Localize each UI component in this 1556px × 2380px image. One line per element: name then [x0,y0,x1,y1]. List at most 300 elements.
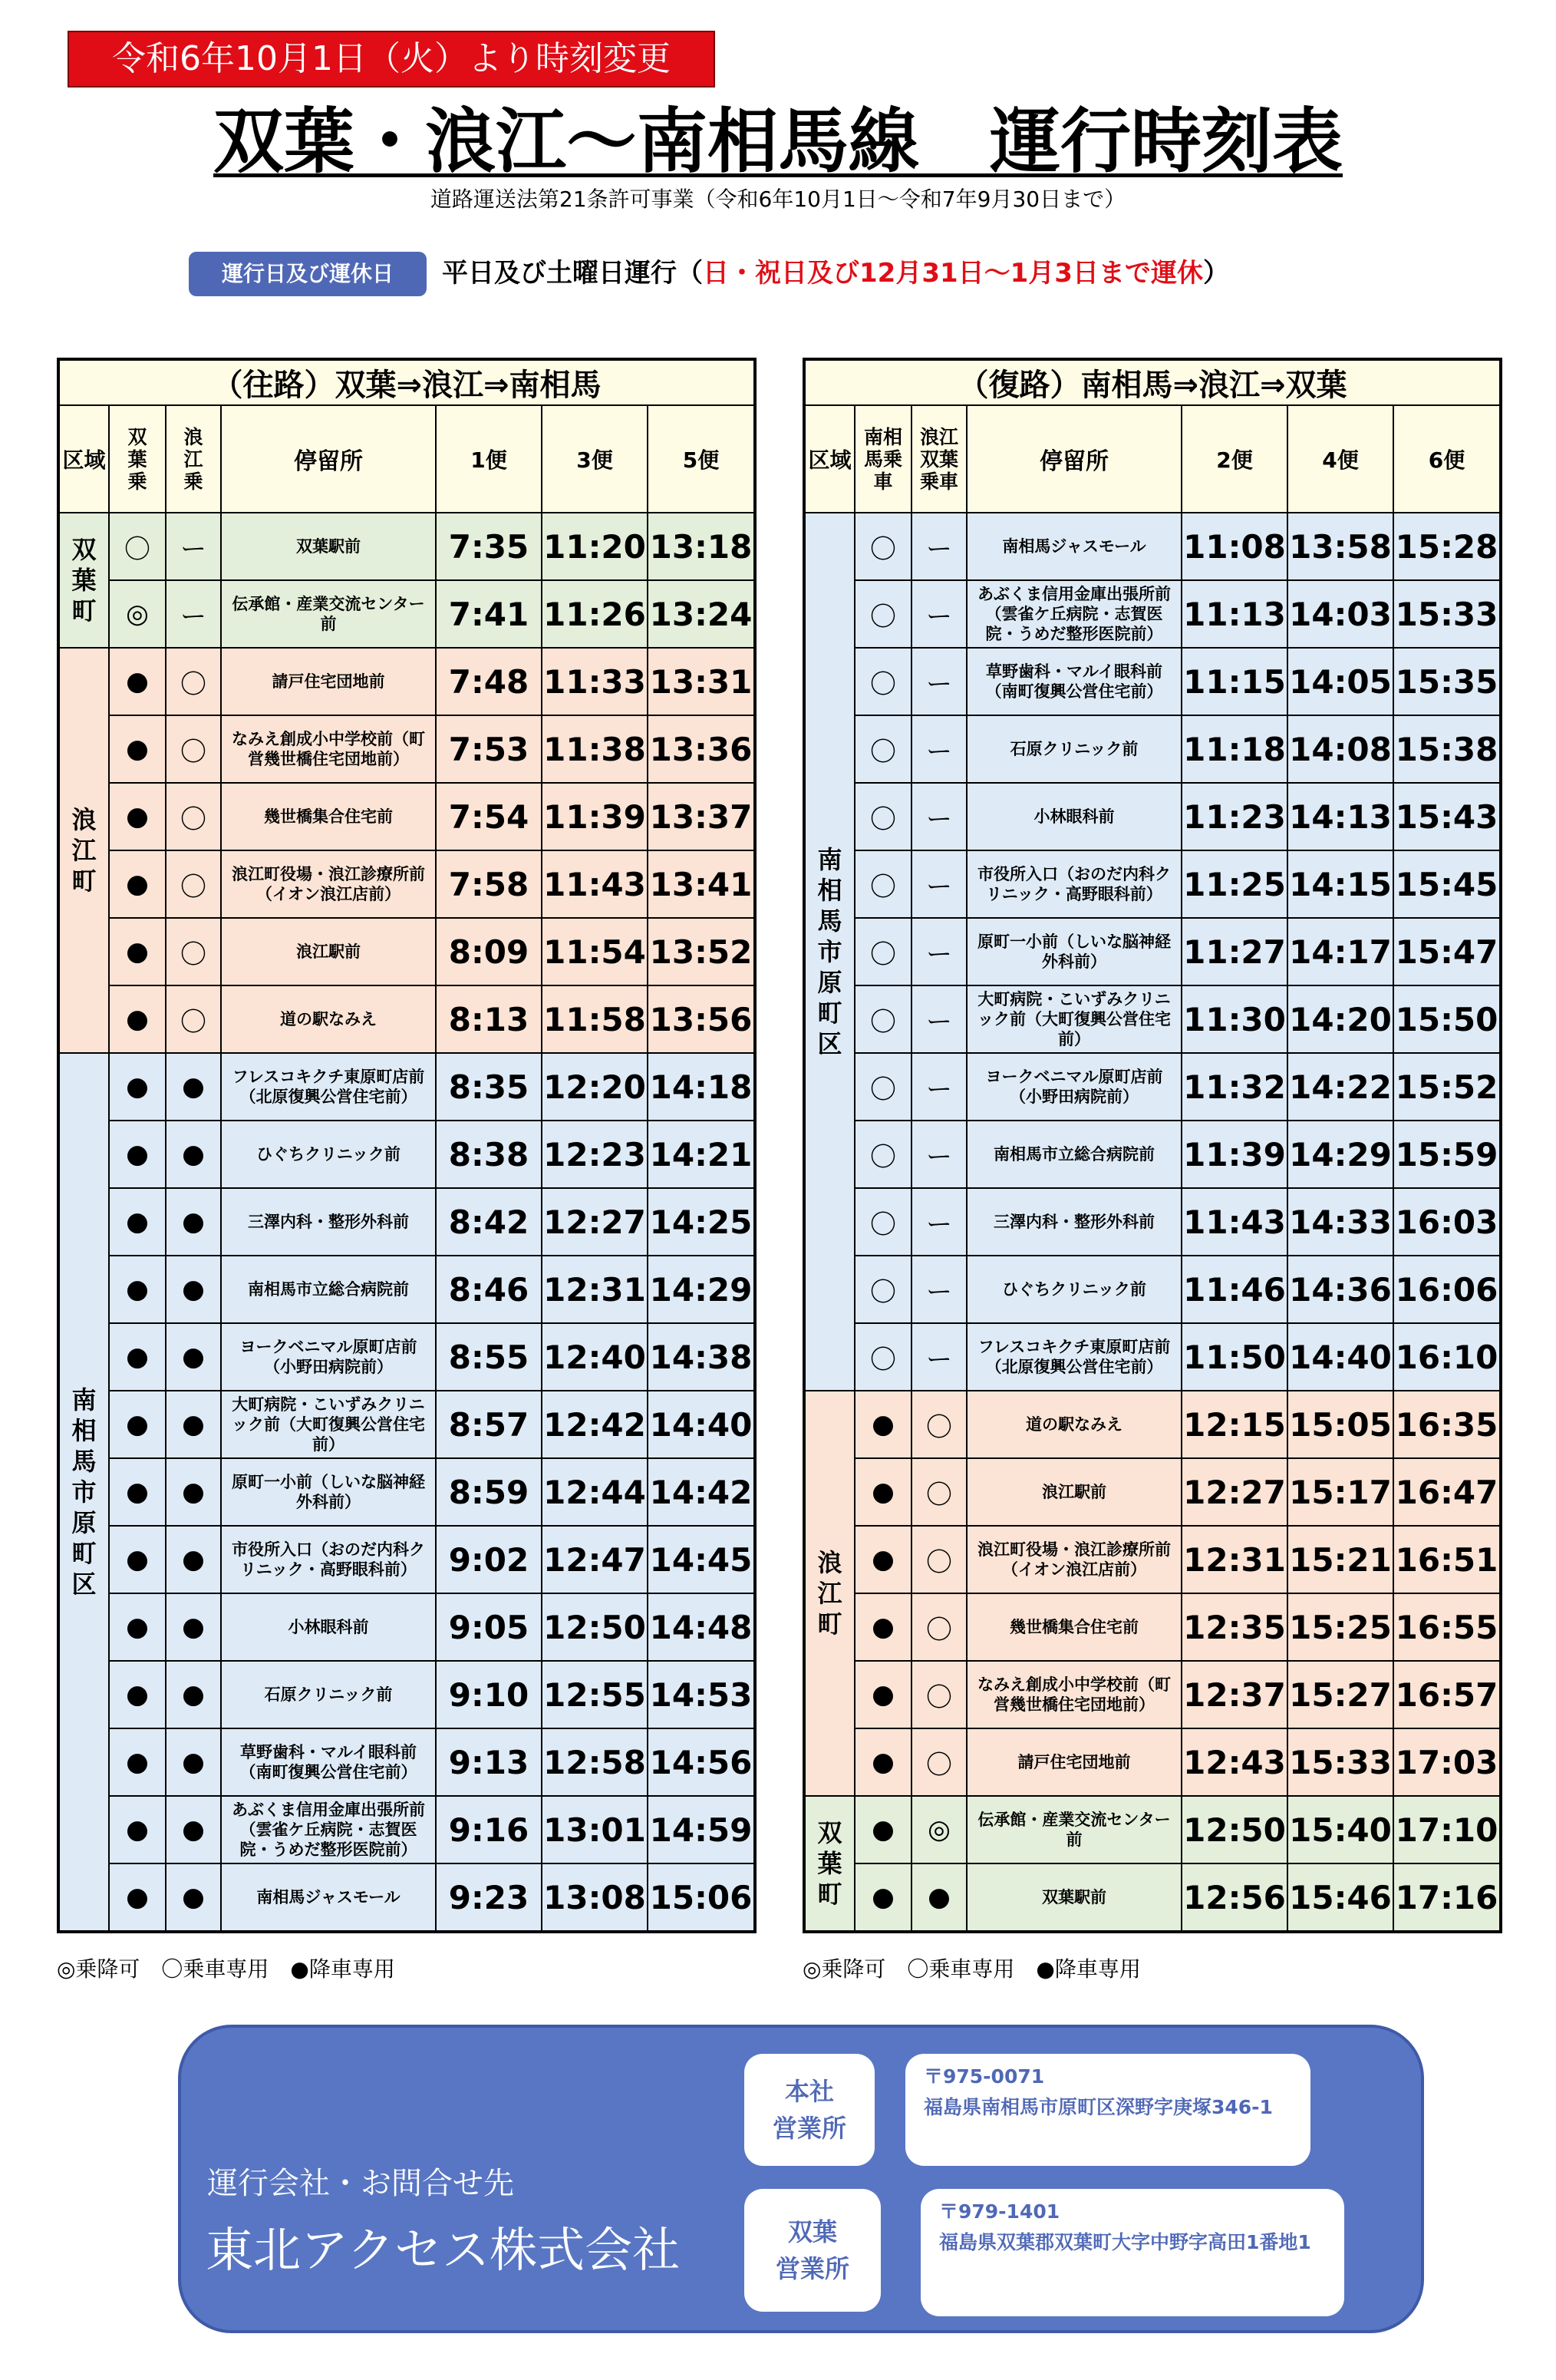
departure-time: 15:28 [1393,513,1501,580]
namie-boarding-col-label: 浪江乗 [183,425,203,493]
stop-name: 石原クリニック前 [221,1661,436,1728]
outbound-timetable [57,358,757,1933]
page-subtitle: 道路運送法第21条許可事業（令和6年10月1日～令和7年9月30日まで） [430,187,1126,212]
futaba-office-name: 双葉 [787,2217,837,2246]
departure-time: 11:18 [1182,715,1287,783]
boarding-mark-1: ◎ [109,580,166,648]
stop-name: 伝承館・産業交流センター前 [221,580,436,648]
departure-time: 16:55 [1393,1593,1501,1661]
departure-time: 11:43 [542,850,648,918]
departure-time: 15:17 [1287,1458,1393,1526]
boarding-mark-1: 〇 [855,1188,912,1256]
departure-time: 8:57 [436,1391,542,1458]
departure-time: 7:41 [436,580,542,648]
boarding-mark-2: ● [166,1121,221,1188]
stop-col-header: 停留所 [967,405,1182,513]
departure-time: 12:23 [542,1121,648,1188]
zone-cell [804,1391,855,1796]
boarding-mark-2: ー [912,715,967,783]
departure-time: 16:35 [1393,1391,1501,1458]
departure-time: 14:29 [648,1256,755,1323]
table-row [804,580,1501,648]
departure-time: 8:42 [436,1188,542,1256]
departure-time: 15:47 [1393,918,1501,985]
departure-time: 12:47 [542,1526,648,1593]
boarding-mark-1: 〇 [855,1053,912,1121]
boarding-mark-2: ● [166,1458,221,1526]
table-row [804,1053,1501,1121]
departure-time: 13:36 [648,715,755,783]
table-row [58,580,755,648]
departure-time: 12:35 [1182,1593,1287,1661]
departure-time: 12:27 [1182,1458,1287,1526]
boarding-mark-1: ● [109,1796,166,1863]
stop-name: 浪江町役場・浪江診療所前（イオン浪江店前） [967,1526,1182,1593]
boarding-mark-2: 〇 [912,1526,967,1593]
boarding-mark-2: 〇 [912,1458,967,1526]
departure-time: 16:03 [1393,1188,1501,1256]
departure-time: 13:37 [648,783,755,850]
stop-name: 原町一小前（しいな脳神経外科前） [967,918,1182,985]
boarding-mark-1: ● [855,1526,912,1593]
departure-time: 12:56 [1182,1863,1287,1932]
boarding-mark-2: ー [166,513,221,580]
service-days-text [442,250,1229,296]
boarding-mark-1: 〇 [855,648,912,715]
departure-time: 13:18 [648,513,755,580]
stop-name: ひぐちクリニック前 [967,1256,1182,1323]
table-row [804,715,1501,783]
stop-name: 請戸住宅団地前 [967,1728,1182,1796]
stop-name: 浪江駅前 [967,1458,1182,1526]
departure-time: 15:35 [1393,648,1501,715]
timetable-change-banner: 令和6年10月1日（火）より時刻変更 [68,31,715,87]
table-row [58,985,755,1053]
departure-time: 14:53 [648,1661,755,1728]
page-title-text: 双葉・浪江～南相馬線 運行時刻表 [213,101,1343,183]
boarding-mark-2: ー [912,1053,967,1121]
departure-time: 11:58 [542,985,648,1053]
table-row [58,1458,755,1526]
departure-time: 12:37 [1182,1661,1287,1728]
head-office-label [744,2054,875,2166]
stop-name: なみえ創成小中学校前（町営幾世橋住宅団地前） [221,715,436,783]
zone-name: 浪江町 [71,805,97,896]
zone-name: 双葉町 [817,1818,842,1909]
departure-time: 11:46 [1182,1256,1287,1323]
boarding-mark-1: ● [855,1391,912,1458]
zone-cell [58,1053,109,1932]
futaba-boarding-col-label: 双葉乗 [127,425,147,493]
boarding-mark-2: ー [912,1121,967,1188]
boarding-mark-1: 〇 [855,850,912,918]
departure-time: 11:25 [1182,850,1287,918]
table-row [58,1593,755,1661]
boarding-mark-2: ー [166,580,221,648]
trip-col-header: 4便 [1287,405,1393,513]
departure-time: 8:13 [436,985,542,1053]
departure-time: 14:45 [648,1526,755,1593]
inbound-heading: （復路）南相馬⇒浪江⇒双葉 [804,359,1501,405]
stop-name: 三澤内科・整形外科前 [967,1188,1182,1256]
stop-name: 双葉駅前 [221,513,436,580]
departure-time: 14:13 [1287,783,1393,850]
departure-time: 14:36 [1287,1256,1393,1323]
boarding-mark-1: ● [855,1593,912,1661]
boarding-mark-1: 〇 [855,1121,912,1188]
departure-time: 12:50 [542,1593,648,1661]
boarding-mark-1: 〇 [109,513,166,580]
departure-time: 13:24 [648,580,755,648]
stop-name: フレスコキクチ東原町店前（北原復興公営住宅前） [221,1053,436,1121]
departure-time: 9:10 [436,1661,542,1728]
stop-name: ヨークベニマル原町店前（小野田病院前） [967,1053,1182,1121]
departure-time: 8:09 [436,918,542,985]
table-row [58,1796,755,1863]
stop-name: 伝承館・産業交流センター前 [967,1796,1182,1863]
departure-time: 11:54 [542,918,648,985]
boarding-mark-1: 〇 [855,1256,912,1323]
departure-time: 17:03 [1393,1728,1501,1796]
trip-col-header: 6便 [1393,405,1501,513]
inbound-timetable [803,358,1502,1933]
table-row [804,1188,1501,1256]
departure-time: 11:08 [1182,513,1287,580]
boarding-mark-1: ● [109,1661,166,1728]
boarding-mark-2: ー [912,783,967,850]
boarding-mark-2: 〇 [912,1593,967,1661]
departure-time: 11:15 [1182,648,1287,715]
table-row [804,1256,1501,1323]
boarding-mark-1: ● [109,918,166,985]
stop-name: 小林眼科前 [221,1593,436,1661]
boarding-mark-2: ー [912,648,967,715]
trip-col-header: 2便 [1182,405,1287,513]
boarding-mark-2: ー [912,580,967,648]
boarding-mark-2: 〇 [166,918,221,985]
boarding-mark-2: ー [912,1188,967,1256]
departure-time: 15:43 [1393,783,1501,850]
boarding-mark-1: ● [855,1458,912,1526]
departure-time: 16:57 [1393,1661,1501,1728]
trip-col-header: 3便 [542,405,648,513]
boarding-mark-2: ● [912,1863,967,1932]
stop-name: 浪江駅前 [221,918,436,985]
zone-name: 南相馬市原町区 [817,845,842,1058]
stop-name: 市役所入口（おのだ内科クリニック・高野眼科前） [967,850,1182,918]
stop-name: 南相馬市立総合病院前 [221,1256,436,1323]
boarding-mark-1: 〇 [855,1323,912,1391]
departure-time: 13:52 [648,918,755,985]
boarding-mark-1: ● [855,1661,912,1728]
boarding-mark-2: ー [912,513,967,580]
namie-boarding-col-header [166,405,221,513]
departure-time: 12:31 [542,1256,648,1323]
departure-time: 12:55 [542,1661,648,1728]
departure-time: 11:43 [1182,1188,1287,1256]
departure-time: 12:42 [542,1391,648,1458]
stop-name: 南相馬ジャスモール [967,513,1182,580]
stop-name: あぶくま信用金庫出張所前（雲雀ケ丘病院・志賀医院・うめだ整形医院前） [221,1796,436,1863]
departure-time: 14:25 [648,1188,755,1256]
table-row [804,1728,1501,1796]
table-row [58,1661,755,1728]
stop-col-header: 停留所 [221,405,436,513]
head-office-name: 本社 [784,2077,834,2106]
head-office-address [905,2054,1310,2166]
boarding-mark-1: 〇 [855,580,912,648]
departure-time: 14:22 [1287,1053,1393,1121]
boarding-mark-1: ● [109,1593,166,1661]
departure-time: 14:20 [1287,985,1393,1053]
stop-name: 草野歯科・マルイ眼科前（南町復興公営住宅前） [967,648,1182,715]
boarding-mark-1: ● [109,1391,166,1458]
table-row [804,648,1501,715]
boarding-mark-2: 〇 [912,1728,967,1796]
departure-time: 12:58 [542,1728,648,1796]
departure-time: 11:39 [1182,1121,1287,1188]
boarding-mark-1: ● [109,783,166,850]
departure-time: 12:20 [542,1053,648,1121]
departure-time: 15:21 [1287,1526,1393,1593]
departure-time: 12:43 [1182,1728,1287,1796]
stop-name: あぶくま信用金庫出張所前（雲雀ケ丘病院・志賀医院・うめだ整形医院前） [967,580,1182,648]
departure-time: 8:55 [436,1323,542,1391]
boarding-mark-1: ● [109,1526,166,1593]
departure-time: 17:16 [1393,1863,1501,1932]
departure-time: 11:13 [1182,580,1287,648]
futaba-office-address [921,2189,1344,2316]
departure-time: 7:35 [436,513,542,580]
table-row [58,1728,755,1796]
stop-name: 幾世橋集合住宅前 [967,1593,1182,1661]
departure-time: 11:38 [542,715,648,783]
service-days-label: 運行日及び運休日 [189,252,427,296]
stop-name: 大町病院・こいずみクリニック前（大町復興公営住宅前） [221,1391,436,1458]
departure-time: 7:53 [436,715,542,783]
departure-time: 14:42 [648,1458,755,1526]
boarding-mark-2: ー [912,1256,967,1323]
departure-time: 12:15 [1182,1391,1287,1458]
boarding-mark-1: 〇 [855,715,912,783]
table-row [58,1053,755,1121]
departure-time: 14:03 [1287,580,1393,648]
boarding-mark-1: ● [109,1121,166,1188]
departure-time: 9:02 [436,1526,542,1593]
departure-time: 13:41 [648,850,755,918]
departure-time: 12:31 [1182,1526,1287,1593]
boarding-mark-1: 〇 [855,985,912,1053]
table-row [804,1121,1501,1188]
stop-name: なみえ創成小中学校前（町営幾世橋住宅団地前） [967,1661,1182,1728]
departure-time: 15:50 [1393,985,1501,1053]
service-days-close: ） [1202,258,1229,289]
zone-name: 浪江町 [817,1548,842,1639]
departure-time: 7:48 [436,648,542,715]
departure-time: 9:16 [436,1796,542,1863]
boarding-mark-2: ● [166,1863,221,1932]
table-row [804,1526,1501,1593]
outbound-timetable-body [58,513,755,1932]
zone-cell [804,513,855,1391]
departure-time: 14:15 [1287,850,1393,918]
table-row [804,1458,1501,1526]
departure-time: 14:38 [648,1323,755,1391]
zone-cell [58,648,109,1053]
table-row [58,1323,755,1391]
stop-name: ひぐちクリニック前 [221,1121,436,1188]
boarding-mark-1: ● [109,1256,166,1323]
departure-time: 13:01 [542,1796,648,1863]
departure-time: 17:10 [1393,1796,1501,1863]
futaba-office-label [744,2189,881,2312]
table-row [804,513,1501,580]
company-name: 東北アクセス株式会社 [206,2222,681,2278]
zone-col-header: 区域 [804,405,855,513]
boarding-mark-1: ● [109,850,166,918]
trip-col-header: 1便 [436,405,542,513]
page-title [0,100,1556,184]
departure-time: 14:21 [648,1121,755,1188]
departure-time: 8:35 [436,1053,542,1121]
table-row [58,783,755,850]
departure-time: 14:40 [648,1391,755,1458]
stop-name: 道の駅なみえ [221,985,436,1053]
table-row [804,783,1501,850]
head-office-suffix: 営業所 [772,2114,846,2143]
departure-time: 14:29 [1287,1121,1393,1188]
boarding-mark-2: ー [912,918,967,985]
departure-time: 11:33 [542,648,648,715]
table-row [804,1863,1501,1932]
departure-time: 11:20 [542,513,648,580]
departure-time: 14:17 [1287,918,1393,985]
departure-time: 13:31 [648,648,755,715]
departure-time: 14:08 [1287,715,1393,783]
boarding-mark-1: ● [109,715,166,783]
boarding-mark-2: ◎ [912,1796,967,1863]
boarding-mark-1: ● [109,1458,166,1526]
zone-col-header: 区域 [58,405,109,513]
stop-name: 請戸住宅団地前 [221,648,436,715]
departure-time: 15:59 [1393,1121,1501,1188]
table-row [58,1526,755,1593]
boarding-mark-2: 〇 [166,648,221,715]
table-row [804,1323,1501,1391]
stop-name: 小林眼科前 [967,783,1182,850]
namie-futaba-boarding-col-label: 浪江双葉乗車 [919,425,958,493]
boarding-mark-2: ー [912,850,967,918]
service-days-holiday: 日・祝日及び12月31日～1月3日まで運休 [703,258,1203,289]
boarding-mark-2: ● [166,1323,221,1391]
address-text: 福島県双葉郡双葉町大字中野字高田1番地1 [939,2231,1311,2253]
table-row [58,715,755,783]
boarding-mark-1: ● [855,1796,912,1863]
boarding-mark-2: ● [166,1053,221,1121]
boarding-mark-1: ● [109,1053,166,1121]
boarding-mark-1: ● [109,1323,166,1391]
trip-col-header: 5便 [648,405,755,513]
departure-time: 14:18 [648,1053,755,1121]
departure-time: 11:23 [1182,783,1287,850]
departure-time: 15:45 [1393,850,1501,918]
boarding-mark-1: ● [855,1863,912,1932]
departure-time: 11:50 [1182,1323,1287,1391]
departure-time: 16:47 [1393,1458,1501,1526]
stop-name: 大町病院・こいずみクリニック前（大町復興公営住宅前） [967,985,1182,1053]
departure-time: 12:27 [542,1188,648,1256]
departure-time: 9:05 [436,1593,542,1661]
boarding-mark-2: ● [166,1391,221,1458]
table-row [804,1391,1501,1458]
contact-label: 運行会社・お問合せ先 [207,2166,514,2201]
stop-name: 道の駅なみえ [967,1391,1182,1458]
departure-time: 15:33 [1287,1728,1393,1796]
inbound-legend: ◎乗降可 〇乗車専用 ●降車専用 [803,1956,1141,1982]
departure-time: 15:52 [1393,1053,1501,1121]
departure-time: 12:50 [1182,1796,1287,1863]
outbound-heading: （往路）双葉⇒浪江⇒南相馬 [58,359,755,405]
boarding-mark-2: ● [166,1256,221,1323]
table-row [804,850,1501,918]
departure-time: 8:46 [436,1256,542,1323]
stop-name: 三澤内科・整形外科前 [221,1188,436,1256]
boarding-mark-1: ● [109,648,166,715]
stop-name: 双葉駅前 [967,1863,1182,1932]
departure-time: 14:56 [648,1728,755,1796]
postal-code: 〒979-1401 [939,2200,1060,2223]
departure-time: 9:13 [436,1728,542,1796]
zone-name: 南相馬市原町区 [71,1385,97,1599]
table-row [58,1121,755,1188]
boarding-mark-2: ● [166,1593,221,1661]
table-row [58,850,755,918]
departure-time: 16:10 [1393,1323,1501,1391]
boarding-mark-1: ● [109,1728,166,1796]
departure-time: 15:25 [1287,1593,1393,1661]
table-row [804,918,1501,985]
departure-time: 15:40 [1287,1796,1393,1863]
boarding-mark-2: 〇 [166,783,221,850]
zone-cell [58,513,109,648]
departure-time: 7:58 [436,850,542,918]
stop-name: 市役所入口（おのだ内科クリニック・高野眼科前） [221,1526,436,1593]
departure-time: 8:38 [436,1121,542,1188]
futaba-office-suffix: 営業所 [775,2254,849,2283]
boarding-mark-1: 〇 [855,783,912,850]
futaba-boarding-col-header [109,405,166,513]
boarding-mark-2: ● [166,1526,221,1593]
zone-cell [804,1796,855,1932]
stop-name: 浪江町役場・浪江診療所前（イオン浪江店前） [221,850,436,918]
boarding-mark-1: 〇 [855,918,912,985]
postal-code: 〒975-0071 [924,2065,1045,2088]
departure-time: 15:38 [1393,715,1501,783]
boarding-mark-2: ● [166,1728,221,1796]
stop-name: フレスコキクチ東原町店前（北原復興公営住宅前） [967,1323,1182,1391]
stop-name: 幾世橋集合住宅前 [221,783,436,850]
boarding-mark-1: ● [109,1188,166,1256]
zone-name: 双葉町 [71,535,97,626]
boarding-mark-2: ● [166,1188,221,1256]
stop-name: 南相馬ジャスモール [221,1863,436,1932]
boarding-mark-2: 〇 [166,850,221,918]
table-row [804,1593,1501,1661]
departure-time: 15:27 [1287,1661,1393,1728]
table-row [58,1863,755,1932]
departure-time: 7:54 [436,783,542,850]
table-row [58,918,755,985]
